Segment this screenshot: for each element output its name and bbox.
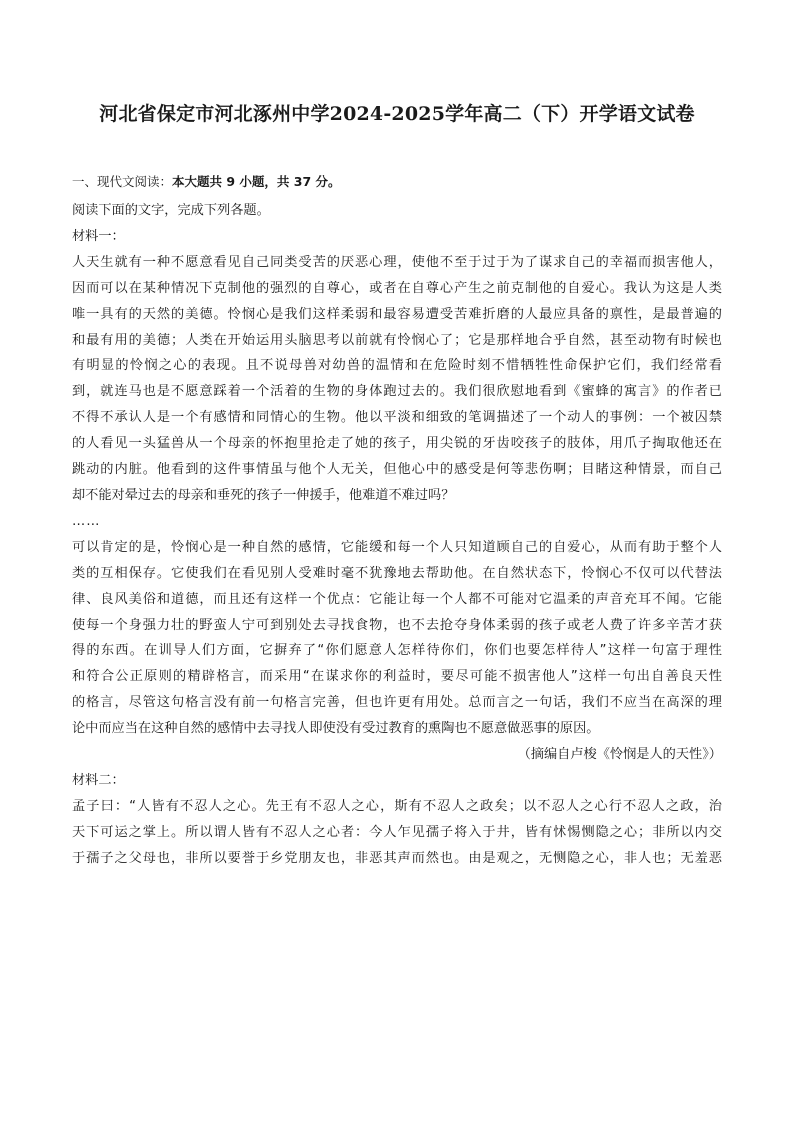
instruction-text: 阅读下面的文字，完成下列各题。 bbox=[72, 203, 270, 218]
section-heading bbox=[72, 172, 722, 192]
material-one-paragraph-two bbox=[72, 535, 722, 742]
material-one-label: 材料一： bbox=[72, 228, 125, 244]
paragraph-line: 跳动的内脏。他看到的这件事情虽与他个人无关，但他心中的感受是何等悲伤啊；目睹这种情景，而自己 bbox=[72, 462, 722, 478]
material-two-label: 材料二： bbox=[72, 772, 125, 788]
paragraph-line: 不得不承认人是一个有感情和同情心的生物。他以平淡和细致的笔调描述了一个动人的事例：一个被囚禁 bbox=[72, 410, 722, 426]
source-citation: （摘编自卢梭《怜悯是人的天性》） bbox=[517, 747, 722, 763]
paragraph-line: 人天生就有一种不愿意看见自己同类受苦的厌恶心理，使他不至于过于为了谋求自己的幸福而损害他人， bbox=[72, 254, 722, 270]
paragraph-line: 孟子曰：“人皆有不忍人之心。先王有不忍人之心，斯有不忍人之政矣；以不忍人之心行不忍人之政，治 bbox=[72, 798, 722, 814]
paragraph-line: 得的东西。在训导人们方面，它摒弃了“你们愿意人怎样待你们，你们也要怎样待人”这样一句富于理性 bbox=[72, 643, 722, 659]
material-one-paragraph-one bbox=[72, 250, 722, 509]
paragraph-line: 到，就连马也是不愿意踩着一个活着的生物的身体跑过去的。我们很欣慰地看到《蜜蜂的寓言》的作者已 bbox=[72, 384, 722, 400]
paragraph-line: 使每一个身强力壮的野蛮人宁可到别处去寻找食物，也不去抢夺身体柔弱的孩子或老人费了许多辛苦才获 bbox=[72, 617, 722, 633]
paragraph-line: 的人看见一头猛兽从一个母亲的怀抱里抢走了她的孩子，用尖锐的牙齿咬孩子的肢体，用爪子掏取他还在 bbox=[72, 436, 722, 452]
paragraph-line: 可以肯定的是，怜悯心是一种自然的感情，它能缓和每一个人只知道顾自己的自爱心，从而有助于整个人 bbox=[72, 539, 722, 555]
paragraph-line: 和最有用的美德；人类在开始运用头脑思考以前就有怜悯心了；它是那样地合乎自然，甚至动物有时候也 bbox=[72, 332, 722, 348]
paragraph-line: 唯一具有的天然的美德。怜悯心是我们这样柔弱和最容易遭受苦难折磨的人最应具备的禀性，是最普遍的 bbox=[72, 306, 722, 322]
paragraph-line: 天下可运之掌上。所以谓人皆有不忍人之心者：今人乍见孺子将入于井，皆有怵惕恻隐之心；非所以内交 bbox=[72, 824, 722, 840]
paragraph-line: 却不能对晕过去的母亲和垂死的孩子一伸援手，他难道不难过吗？ bbox=[72, 487, 455, 503]
paragraph-line: 和符合公正原则的精辟格言，而采用“在谋求你的利益时，要尽可能不损害他人”这样一句出自善良天性 bbox=[72, 669, 722, 685]
material-two-paragraph bbox=[72, 794, 722, 872]
page-title: 河北省保定市河北涿州中学2024-2025学年高二（下）开学语文试卷 bbox=[99, 103, 695, 125]
paragraph-line: 类的互相保存。它使我们在看见别人受难时毫不犹豫地去帮助他。在自然状态下，怜悯心不仅可以代替法 bbox=[72, 565, 722, 581]
section-detail: 本大题共 9 小题，共 37 分。 bbox=[172, 174, 341, 189]
paragraph-line: 于孺子之父母也，非所以要誉于乡党朋友也，非恶其声而然也。由是观之，无恻隐之心，非人也；无羞恶 bbox=[72, 850, 722, 866]
paragraph-line: 律、良风美俗和道德，而且还有这样一个优点：它能让每一个人都不可能对它温柔的声音充耳不闻。它能 bbox=[72, 591, 722, 607]
paragraph-line: 有明显的怜悯之心的表现。且不说母兽对幼兽的温情和在危险时刻不惜牺牲性命保护它们，我们经常看 bbox=[72, 358, 722, 374]
paragraph-line: 论中而应当在这种自然的感情中去寻找人即使没有受过教育的熏陶也不愿意做恶事的原因。 bbox=[72, 721, 600, 737]
section-prefix: 一、现代文阅读： bbox=[72, 174, 173, 189]
paragraph-line: 因而可以在某种情况下克制他的强烈的自尊心，或者在自尊心产生之前克制他的自爱心。我认为这是人类 bbox=[72, 280, 722, 296]
omission-mark: …… bbox=[72, 513, 101, 529]
paragraph-line: 的格言，尽管这句格言没有前一句格言完善，但也许更有用处。总而言之一句话，我们不应当在高深的理 bbox=[72, 695, 722, 711]
